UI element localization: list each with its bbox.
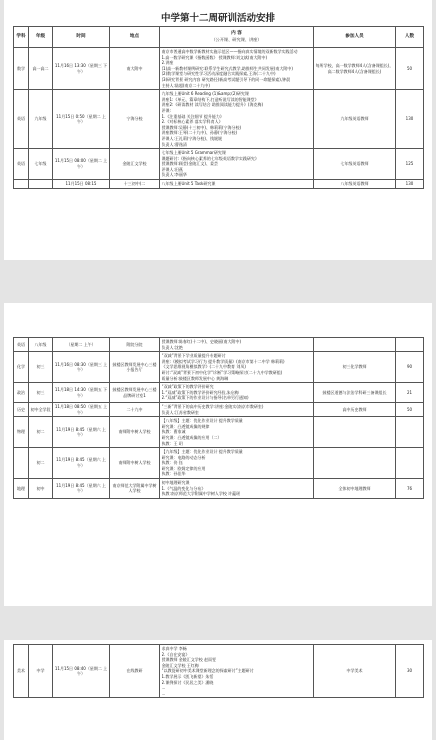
cell-location: 在线教研 [110,645,160,698]
table-row [14,90,424,149]
cell-grade [29,180,53,189]
content-line: 授课教师:陈春红(十二中)、史晓丽(南大附中) [161,339,242,344]
content-line: 1.教学展示《凯飞新望》朱恬 [161,673,214,679]
header-content [160,27,314,48]
content-line: 1.“双减”政策下的教学评价研究经验,朱启梅 [161,389,239,395]
cell-grade: 七年级 [29,149,53,180]
table-row [14,479,424,499]
cell-count: 30 [396,645,424,698]
content-line: 负责人:曹逸清 [161,141,187,147]
schedule-table-page-3 [13,644,424,698]
content-line: 授课教师 金陵汇文学校 赵雨雯 [161,657,217,663]
content-line: 执教:南京师范大学附属中学树人学校 许蕴瑶 [161,491,241,497]
cell-grade: 初二 [29,417,53,448]
cell-time: 11月18日 08:50（星期五 上午） [53,402,110,416]
cell-location: 南大附中 [110,48,160,90]
content-line: 评课人:田燕 [161,166,183,172]
cell-participants [314,417,396,448]
cell-participants: 每所学校，高一数学教师4人(含备课组长)，高二数学教师4人(含备课组长) [314,48,396,90]
cell-subject [14,448,29,479]
cell-location: 鼓楼区教师发展中心三楼小报告厅 [110,352,160,383]
cell-subject: 政治 [14,383,29,403]
cell-time: 11月16日 13:30（星期三 下午） [53,48,110,90]
cell-content [160,383,314,403]
content-line: (2)数学课堂与研究性学习活动深度融合实践探索,王涛(二十九中) [161,71,276,77]
document-page-2 [4,303,432,606]
header-time: 时间 [53,27,110,48]
header-content-label: 内 容 [231,31,242,37]
table-row [14,48,424,90]
content-line: ... [161,685,166,691]
table-row [14,645,424,698]
header-grade: 年级 [29,27,53,48]
document-title: 中学第十二周研训活动安排 [160,13,275,24]
table-row [14,417,424,448]
content-line: 2.《对标核心素养 落实学科育人》 [161,119,223,125]
content-line: 金陵汇文学校 王红梅 [161,662,199,668]
cell-participants: 高中历史教师 [314,402,396,416]
content-line: 2.“双减”政策下的作业设计与指导(名单另行通知) [161,395,249,401]
table-row [14,149,424,180]
content-line: 研究课：凸透镜成像的应用（二） [161,434,222,440]
cell-subject: 英语 [14,149,29,180]
content-line: 评课人:王礼莉(宁海分校)、钱媛媛 [161,135,222,141]
schedule-rows-page-3 [14,645,424,698]
content-line: 课题研讨:《指向核心素养的七年级英语教学实践研究》 [161,155,259,161]
cell-grade: 高一高二 [29,48,53,90]
cell-location: 二十九中 [110,402,160,416]
content-line: 执教：曹家诚 [161,429,186,435]
cell-time: 11月19日 8:45（星期六 上午） [53,448,110,479]
content-line: 研究课：欧姆定律的应用 [161,465,206,471]
cell-count: 50 [396,402,424,416]
schedule-rows-page-1 [14,48,424,189]
cell-participants: 中学美术 [314,645,396,698]
content-line: 研究课：电路的动态分析 [161,454,206,460]
content-line: 九年级上册Unit 6 Reading (1)&amp;(2)研究课 [161,91,249,97]
cell-time: 11月18日 14:30（星期五 下午） [53,383,110,403]
content-line: 质量分析:鼓楼区教师发展中心 黄海琳 [161,375,229,381]
cell-content [160,645,314,698]
cell-subject: 地理 [14,479,29,499]
cell-content [160,338,314,352]
content-line: 执教：孙佳华 [161,471,186,477]
content-line: 【八年级】主题：优化作业设计 提升教学质量 [161,418,243,424]
table-header-row [14,27,424,48]
content-line: (1)高一新教材课例研究:联系学生研究式教学,助推师生共同发展(南大附中) [161,65,293,71]
cell-count [396,448,424,479]
content-line: 1.《气温的变化与分布》 [161,485,206,491]
cell-count: 50 [396,48,424,90]
cell-time: 11月19日 8:45（星期六 上午） [53,417,110,448]
cell-content [160,402,314,416]
cell-participants: 八年级英语教师 [314,180,396,189]
document-page-1 [4,0,432,260]
table-row [14,383,424,403]
cell-subject: 数学 [14,48,29,90]
cell-location: 南师附中树人学校 [110,417,160,448]
schedule-table-page-1 [13,26,424,189]
content-line: 2.讲座 [161,60,174,66]
content-line: 执教：佟 钰 [161,460,183,466]
content-line: 授课教师:吴静(十三初中)、韩莉莉(宁海分校) [161,124,242,130]
content-line: 负责人:沈艳 [161,344,183,350]
cell-participants: 九年级英语教师 [314,90,396,149]
cell-time: 11月15日 08:15 [53,180,110,189]
cell-grade: 九年级 [29,90,53,149]
content-line: 讲座1:《单元、篇章结构下,打造听说写读的智能课堂》 [161,96,259,102]
cell-participants: 鼓楼区道德与法治学科研三备课组长 [314,383,396,403]
cell-subject: 物理 [14,417,29,448]
cell-location: 金陵汇文学校 [110,149,160,180]
cell-content [160,479,314,499]
cell-time: 11月16日 08:30（星期三 上午） [53,352,110,383]
header-count: 人数 [396,27,424,48]
cell-subject: 历史 [14,402,29,416]
cell-grade: 中学 [29,645,53,698]
schedule-table-page-2 [13,337,424,499]
content-line: 负责人:江苏省教研室 [161,409,199,415]
content-line: “以教促研初中美术课堂新理念的探索研讨”主题研讨 [161,668,254,674]
cell-time: 11月15日 0:50（星期二 上午） [53,90,110,149]
cell-content [160,352,314,383]
content-line: 南京市普通高中数学新教材实施示范区——指向真实情境的双新数学实践活动 [161,49,298,54]
content-line: 初中地理研究课 [161,480,190,486]
content-line: 讲座教师:王琴(二十九中)、孙静(宁海分校) [161,130,238,136]
header-location: 地点 [110,27,160,48]
cell-content [160,48,314,90]
content-line: “双减”政策下的教学评价研究 [161,384,214,390]
content-line: 执教：王 玥 [161,440,183,446]
content-line: 讲座:《模拟考试学习行为 提升教学质量》(南京市第十二中学 韩莉莉) [161,358,285,364]
cell-participants: 全体初中地理教师 [314,479,396,499]
cell-location: 十三初中(二 [110,180,160,189]
cell-count [396,417,424,448]
content-line: (3)研究背景 研究内容 研究路径(新高考试题引导下的同一命题探索),钟晨 [161,76,291,82]
cell-subject [14,180,29,189]
cell-content [160,417,314,448]
cell-content [160,448,314,479]
cell-participants: 初三化学教师 [314,352,396,383]
cell-count [396,338,424,352]
cell-grade: 初中全学段 [29,402,53,416]
cell-participants: 七年级英语教师 [314,149,396,180]
cell-participants [314,448,396,479]
content-line: 1.《注重基础 关注细节 提升能力》 [161,113,224,119]
cell-count: 125 [396,149,424,180]
cell-location: 附院分院 [110,338,160,352]
content-line: “双减”背景下学业质量提升专题研讨 [161,353,226,359]
content-line: 1.高一数学研究课《指数函数》 授课教师:刘文斌(南大附中) [161,54,268,60]
cell-subject: 化学 [14,352,29,383]
cell-location: 南京师范大学附属中学树人学校 [110,479,160,499]
content-line: 评课: [161,107,171,113]
content-line: 授课教师:顾莹(金陵汇文)、姜芸 [161,161,218,167]
cell-time: （星期二 上午） [53,338,110,352]
table-row [14,338,424,352]
cell-count: 130 [396,90,424,149]
header-participants: 参加人员 [314,27,396,48]
content-line: 七年级上册Unit 5 Grammar研究课 [161,150,226,156]
header-content-sub: （公开课、研究课、讲座） [211,37,262,42]
content-line: 2.课例探讨《民居之美》潘晓 [161,679,214,685]
cell-count: 21 [396,383,424,403]
cell-subject: 美术 [14,645,29,698]
content-line: 《文学思维视角模拟教学》(二十九中教育 刘凤) [161,364,246,370]
cell-count: 130 [396,180,424,189]
cell-time: 11月15日 08:00（星期二 上午） [53,149,110,180]
content-line: 八年级上册Unit 5 Task研究课 [161,181,216,187]
cell-time: 11月15日 08:40（星期二 上午） [53,645,110,698]
cell-grade: 初中 [29,479,53,499]
cell-participants [314,338,396,352]
cell-location: 南师附中树人学校 [110,448,160,479]
table-row [14,448,424,479]
document-page-3 [4,640,432,740]
cell-grade: 初三 [29,383,53,403]
table-row [14,180,424,189]
cell-grade: 初三 [29,352,53,383]
cell-grade: 八年级 [29,338,53,352]
header-subject: 学科 [14,27,29,48]
cell-grade: 初二 [29,448,53,479]
content-line: 【九年级】主题：优化作业设计 提升教学质量 [161,449,243,455]
content-line: 主持人:陆超(南京二十九中) [161,82,210,88]
content-line: “三新”背景下的高中历史教学:讲座:金陵实(南京市教研室) [161,403,264,409]
content-line: 负责人:李丽华 [161,172,187,178]
cell-content [160,90,314,149]
cell-time: 11月19日 8:45（星期六 上午） [53,479,110,499]
content-line: 研究课：凸透镜成像的规律 [161,423,210,429]
cell-location: 宁海分校 [110,90,160,149]
table-row [14,402,424,416]
cell-location: 鼓楼区教师发展中心三楼品牌研讨室1 [110,383,160,403]
cell-subject: 英语 [14,338,29,352]
content-line: ... [161,690,166,696]
content-line: 2.《自在安宴》 [161,651,190,657]
table-row [14,352,424,383]
cell-count: 76 [396,479,424,499]
schedule-rows-page-2 [14,338,424,499]
cell-content [160,180,314,189]
content-line: 求真中学 李畅 [161,646,187,651]
content-line: 讲座2:《研读教材 读写结合 助推阅读能力提升》(海克梅) [161,102,264,108]
cell-subject: 英语 [14,90,29,149]
cell-count: 90 [396,352,424,383]
cell-content [160,149,314,180]
content-line: 研讨:“双减”背景下初中化学“诊断”学习策略探讨(二十九中学教研组) [161,369,283,375]
